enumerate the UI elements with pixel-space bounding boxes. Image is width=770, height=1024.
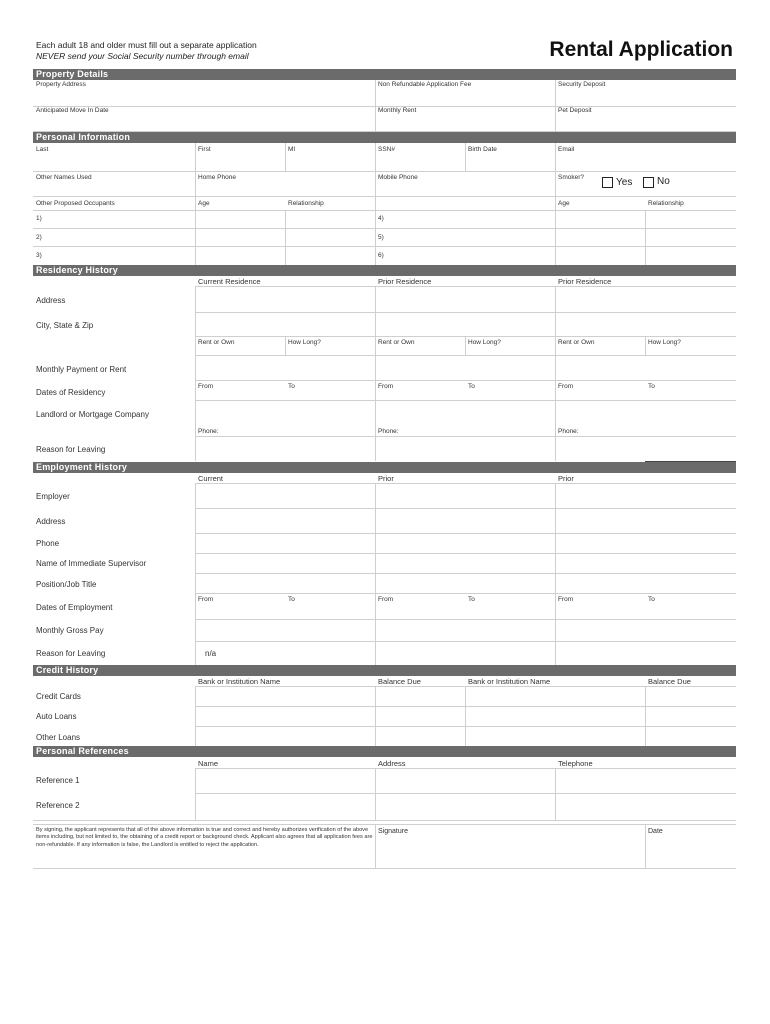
employer-label: Employer: [36, 492, 70, 501]
first-name-field[interactable]: First: [198, 146, 211, 153]
divider: [33, 228, 736, 229]
employment-to-field-2[interactable]: To: [468, 596, 475, 603]
divider: [465, 336, 466, 355]
how-long-field-2[interactable]: How Long?: [468, 339, 501, 346]
occupant-row-6[interactable]: 6): [378, 252, 384, 259]
residence-city-label: City, State & Zip: [36, 321, 94, 330]
divider: [555, 768, 556, 820]
monthly-payment-label: Monthly Payment or Rent: [36, 365, 127, 374]
occupant-row-5[interactable]: 5): [378, 234, 384, 241]
signature-field[interactable]: Signature: [378, 828, 408, 835]
divider: [33, 824, 736, 825]
divider: [195, 619, 736, 620]
residence-to-field-2[interactable]: To: [468, 383, 475, 390]
rent-or-own-field-3[interactable]: Rent or Own: [558, 339, 595, 346]
divider: [195, 286, 736, 287]
smoker-no-checkbox[interactable]: [643, 177, 654, 188]
residence-from-field-3[interactable]: From: [558, 383, 574, 390]
occupant-row-2[interactable]: 2): [36, 234, 42, 241]
reference-name-header: Name: [198, 759, 219, 768]
reference-1-label: Reference 1: [36, 776, 80, 785]
reference-telephone-header: Telephone: [558, 759, 593, 768]
divider: [645, 686, 646, 746]
divider: [375, 686, 376, 746]
divider: [33, 820, 736, 821]
employment-from-field-3[interactable]: From: [558, 596, 574, 603]
residence-from-field-1[interactable]: From: [198, 383, 214, 390]
move-in-date-field[interactable]: Anticipated Move In Date: [36, 107, 109, 114]
last-name-field[interactable]: Last: [36, 146, 49, 153]
divider: [285, 210, 286, 265]
landlord-phone-field-2[interactable]: Phone:: [378, 428, 399, 435]
occupant-age-header-2: Age: [558, 200, 570, 207]
divider: [195, 312, 736, 313]
auto-loans-label: Auto Loans: [36, 712, 77, 721]
current-residence-header: Current Residence: [198, 277, 261, 286]
employer-phone-label: Phone: [36, 539, 60, 548]
divider: [285, 143, 286, 171]
gross-pay-label: Monthly Gross Pay: [36, 626, 104, 635]
residence-from-field-2[interactable]: From: [378, 383, 394, 390]
divider: [195, 380, 736, 381]
birth-date-field[interactable]: Birth Date: [468, 146, 497, 153]
smoker-yes-label: Yes: [616, 177, 633, 188]
page-title: Rental Application: [549, 38, 733, 61]
application-fee-field[interactable]: Non Refundable Application Fee: [378, 81, 472, 88]
landlord-phone-field-1[interactable]: Phone:: [198, 428, 219, 435]
email-field[interactable]: Email: [558, 146, 575, 153]
divider: [195, 355, 736, 356]
employment-from-field-1[interactable]: From: [198, 596, 214, 603]
landlord-phone-field-3[interactable]: Phone:: [558, 428, 579, 435]
prior-residence-header-2: Prior Residence: [558, 277, 612, 286]
divider: [195, 593, 736, 594]
smoker-no-label: No: [657, 176, 670, 187]
smoker-label: Smoker?: [558, 174, 585, 181]
divider: [375, 286, 376, 461]
section-personal-information: Personal Information: [33, 132, 736, 143]
divider: [195, 483, 736, 484]
employment-to-field-1[interactable]: To: [288, 596, 295, 603]
dates-of-residency-label: Dates of Residency: [36, 388, 106, 397]
other-loans-label: Other Loans: [36, 733, 81, 742]
divider: [195, 533, 736, 534]
divider: [375, 483, 376, 665]
divider: [285, 336, 286, 355]
divider: [555, 286, 556, 461]
credit-bank-header: Bank or Institution Name: [198, 677, 281, 686]
position-label: Position/Job Title: [36, 580, 97, 589]
signature-date-field[interactable]: Date: [648, 828, 663, 835]
smoker-yes-checkbox[interactable]: [602, 177, 613, 188]
employment-prior-header-2: Prior: [558, 474, 574, 483]
divider: [375, 80, 376, 131]
credit-balance-header-2: Balance Due: [648, 677, 691, 686]
divider: [555, 483, 556, 665]
credit-balance-header: Balance Due: [378, 677, 421, 686]
how-long-field-3[interactable]: How Long?: [648, 339, 681, 346]
employment-prior-header: Prior: [378, 474, 394, 483]
divider: [195, 508, 736, 509]
credit-bank-header-2: Bank or Institution Name: [468, 677, 551, 686]
residence-to-field-1[interactable]: To: [288, 383, 295, 390]
divider: [33, 171, 736, 172]
employer-address-label: Address: [36, 517, 66, 526]
divider: [375, 143, 376, 265]
residence-address-label: Address: [36, 296, 66, 305]
ssn-field[interactable]: SSN#: [378, 146, 395, 153]
other-names-field[interactable]: Other Names Used: [36, 174, 92, 181]
prior-residence-header: Prior Residence: [378, 277, 432, 286]
divider: [33, 210, 736, 211]
dates-of-employment-label: Dates of Employment: [36, 603, 113, 612]
rent-or-own-field-1[interactable]: Rent or Own: [198, 339, 235, 346]
credit-cards-label: Credit Cards: [36, 692, 81, 701]
divider: [195, 553, 736, 554]
employment-from-field-2[interactable]: From: [378, 596, 394, 603]
divider: [375, 768, 376, 820]
divider: [195, 768, 196, 820]
occupant-row-4[interactable]: 4): [378, 215, 384, 222]
employment-reason-value[interactable]: n/a: [205, 649, 217, 658]
section-residency-history: Residency History: [33, 265, 736, 276]
occupant-row-3[interactable]: 3): [36, 252, 42, 259]
how-long-field-1[interactable]: How Long?: [288, 339, 321, 346]
divider: [195, 768, 736, 769]
signature-disclaimer: By signing, the applicant represents that all of the above information is true and correct and hereby authorizes verification of the above items including, but not limited to, the obtaining of a credit report or background check. Applicant also agrees that all application fees are non-refundable. If any information is false, the Landlord is entitled to reject the application.: [36, 827, 373, 848]
home-phone-field[interactable]: Home Phone: [198, 174, 236, 181]
divider: [195, 436, 736, 437]
divider: [33, 196, 736, 197]
occupant-row-1[interactable]: 1): [36, 215, 42, 222]
divider: [555, 80, 556, 131]
occupants-header: Other Proposed Occupants: [36, 200, 115, 207]
occupant-age-header: Age: [198, 200, 210, 207]
middle-initial-field[interactable]: MI: [288, 146, 296, 153]
divider: [195, 793, 736, 794]
property-address-field[interactable]: Property Address: [36, 81, 86, 88]
residence-reason-label: Reason for Leaving: [36, 445, 106, 454]
section-personal-references: Personal References: [33, 746, 736, 757]
divider: [195, 686, 196, 746]
instruction-line-1: Each adult 18 and older must fill out a separate application: [36, 40, 257, 50]
divider: [645, 210, 646, 265]
section-credit-history: Credit History: [33, 665, 736, 676]
divider: [555, 143, 556, 265]
divider: [195, 641, 736, 642]
reference-2-label: Reference 2: [36, 801, 80, 810]
mobile-phone-field[interactable]: Mobile Phone: [378, 174, 418, 181]
occupant-relationship-header: Relationship: [288, 200, 324, 207]
divider: [195, 573, 736, 574]
divider: [195, 400, 736, 401]
rent-or-own-field-2[interactable]: Rent or Own: [378, 339, 415, 346]
divider: [195, 143, 196, 265]
employment-current-header: Current: [198, 474, 224, 483]
divider: [465, 686, 466, 746]
divider: [33, 246, 736, 247]
employment-reason-label: Reason for Leaving: [36, 649, 106, 658]
divider: [645, 336, 646, 355]
supervisor-label: Name of Immediate Supervisor: [36, 559, 147, 568]
landlord-label: Landlord or Mortgage Company: [36, 410, 149, 419]
instruction-line-2: NEVER send your Social Security number through email: [36, 51, 249, 61]
occupant-relationship-header-2: Relationship: [648, 200, 684, 207]
divider: [33, 868, 736, 869]
divider: [465, 143, 466, 171]
divider: [195, 286, 196, 461]
residence-to-field-3[interactable]: To: [648, 383, 655, 390]
employment-to-field-3[interactable]: To: [648, 596, 655, 603]
section-employment-history: Employment History: [33, 462, 736, 473]
pet-deposit-field[interactable]: Pet Deposit: [558, 107, 592, 114]
section-property-details: Property Details: [33, 69, 736, 80]
monthly-rent-field[interactable]: Monthly Rent: [378, 107, 417, 114]
reference-address-header: Address: [378, 759, 406, 768]
divider: [645, 824, 646, 868]
divider: [195, 483, 196, 665]
security-deposit-field[interactable]: Security Deposit: [558, 81, 606, 88]
